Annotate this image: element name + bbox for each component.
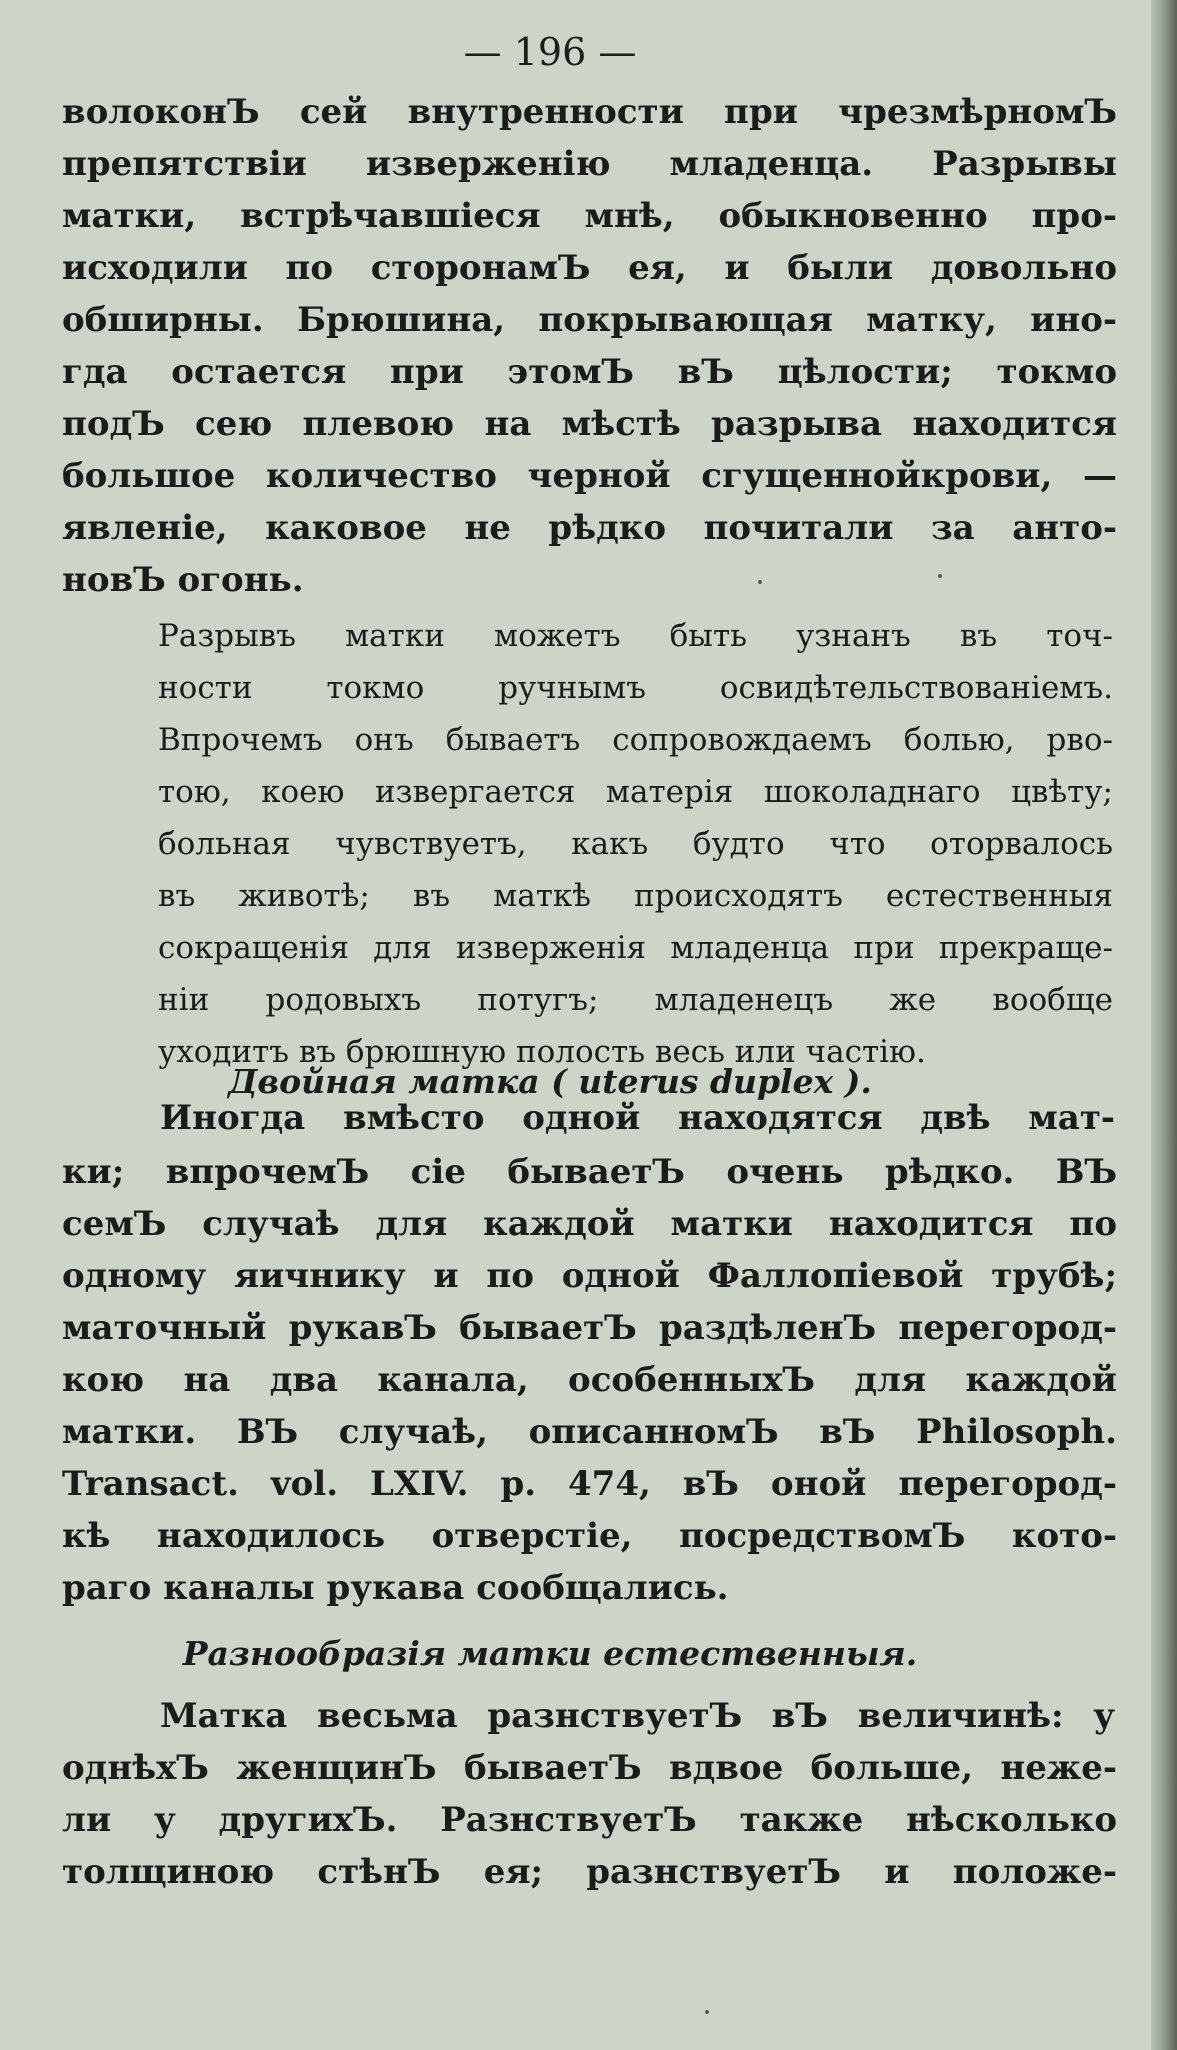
text-line: исходили по сторонамЪ ея, и были довольно [62,248,1117,288]
text-line: кою на два канала, особенныхЪ для каждой [62,1360,1117,1400]
text-line: въ животѣ; въ маткѣ происходятъ естественныя [158,878,1113,914]
text-line: кѣ находилось отверстіе, посредствомЪ кото- [62,1516,1117,1556]
text-line: ки; впрочемЪ сіе бываетЪ очень рѣдко. ВЪ [62,1152,1117,1192]
paper-speck [758,580,762,584]
text-line: Матка весьма разнствуетЪ вЪ величинѣ: у [160,1696,1115,1736]
text-line: матки. ВЪ случаѣ, описанномЪ вЪ Philosoph. [62,1412,1117,1452]
page-gutter-shadow [1151,0,1177,2050]
text-line: маточный рукавЪ бываетЪ раздѣленЪ перегород- [62,1308,1117,1348]
paper-speck [938,574,942,578]
text-line: Иногда вмѣсто одной находятся двѣ мат- [160,1098,1115,1138]
section-heading: Двойная матка ( uterus duplex ). [228,1062,872,1101]
text-line: матки, встрѣчавшіеся мнѣ, обыкновенно про- [62,196,1117,236]
text-line: одному яичнику и по одной Фаллопіевой трубѣ; [62,1256,1117,1296]
text-line: толщиною стѣнЪ ея; разнствуетЪ и положе- [62,1852,1117,1892]
text-line: тою, коею извергается матерія шоколаднаго цвѣту; [158,774,1113,810]
text-line: Transact. vol. LXIV. p. 474, вЪ оной перегород- [62,1464,1117,1504]
text-line: раго каналы рукава сообщались. [62,1568,729,1608]
text-line: явленіе, каковое не рѣдко почитали за анто- [62,508,1117,548]
paper-speck [705,2010,709,2014]
section-heading: Разнообразія матки естественныя. [182,1634,918,1673]
text-line: ніи родовыхъ потугъ; младенецъ же вообще [158,982,1113,1018]
text-line: больная чувствуетъ, какъ будто что оторвалось [158,826,1113,862]
text-line: подЪ сею плевою на мѣстѣ разрыва находится [62,404,1117,444]
text-line: Разрывъ матки можетъ быть узнанъ въ точ- [158,618,1113,654]
text-line: новЪ огонь. [62,560,304,600]
text-line: семЪ случаѣ для каждой матки находится по [62,1204,1117,1244]
text-line: гда остается при этомЪ вЪ цѣлости; токмо [62,352,1117,392]
text-line: Впрочемъ онъ бываетъ сопровождаемъ болью, рво- [158,722,1113,758]
text-line: препятствіи изверженію младенца. Разрывы [62,144,1117,184]
text-line: волоконЪ сей внутренности при чрезмѣрномЪ [62,92,1117,132]
page-number: — 196 — [463,30,637,74]
text-line: сокращенія для изверженія младенца при прекраще- [158,930,1113,966]
text-line: обширны. Брюшина, покрывающая матку, ино- [62,300,1117,340]
text-line: ности токмо ручнымъ освидѣтельствованіемъ. [158,670,1113,706]
text-line: большое количество черной сгущеннойкрови, — [62,456,1117,496]
text-line: ли у другихЪ. РазнствуетЪ также нѣсколько [62,1800,1117,1840]
text-line: уходитъ въ брюшную полость весь или частію. [158,1034,926,1070]
text-line: однѣхЪ женщинЪ бываетЪ вдвое больше, неже- [62,1748,1117,1788]
